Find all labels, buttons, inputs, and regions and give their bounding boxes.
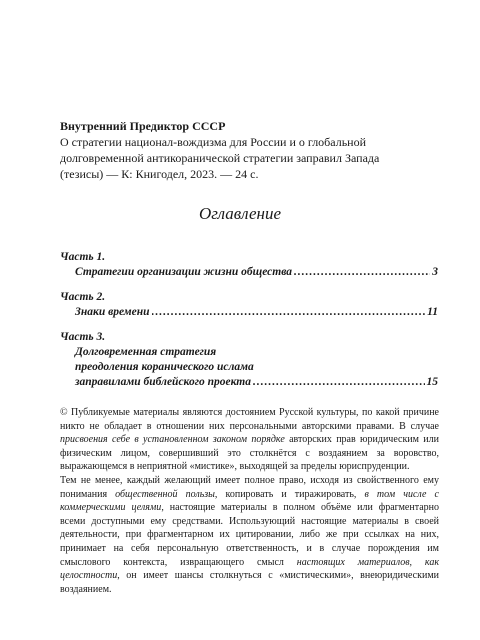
leader-dots — [294, 265, 430, 280]
toc-page-number: 15 — [426, 376, 438, 388]
part-3-label: Часть 3. — [60, 331, 106, 343]
text-run: , он имеет шансы столкнуться с «мистическими», внеюридическими воздаянием. — [60, 570, 439, 595]
toc-entry-title-line-1[interactable]: Долговременная стратегия — [75, 346, 217, 358]
book-title-line-2: долговременной антикоранической стратегии заправил Запада — [60, 151, 380, 165]
book-imprint-line: (тезисы) — К: Книгодел, 2023. — 24 с. — [60, 167, 259, 181]
author-name: Внутренний Предиктор СССР — [60, 119, 226, 133]
emphasis-run: присвоения себе в установленном законом порядке — [60, 434, 285, 446]
text-run: авторских прав юридическим или физическим лицом, совершивший это столкнётся с воздаянием за воровство, выражающемся в неприятной «мистике», выходящей за пределы юриспруденции. — [60, 434, 439, 473]
text-run: © Публикуемые материалы являются достоянием Русской культуры, по какой причине никто не обладает в отношении них персональными авторскими правами. В случае — [60, 407, 439, 432]
book-title-line-1: О стратегии национал-вождизма для России и о глобальной — [60, 135, 367, 149]
text-run: Тем не менее, каждый желающий имеет полное право, исходя из свойственного ему понимания — [60, 474, 439, 500]
leader-dots — [253, 375, 425, 390]
table-of-contents — [60, 250, 438, 390]
copyright-paragraph-1 — [60, 406, 439, 474]
copyright-notice — [60, 406, 439, 596]
toc-title: Оглавление — [198, 204, 282, 223]
toc-entry-part-2[interactable] — [60, 305, 438, 320]
toc-entry-part-1[interactable] — [60, 265, 438, 280]
toc-page-number: 11 — [427, 306, 438, 318]
toc-page-number: 3 — [432, 266, 438, 278]
bibliographic-record — [60, 118, 432, 182]
part-2-label: Часть 2. — [60, 291, 106, 303]
toc-entry-title: заправилами библейского проекта — [75, 376, 251, 388]
toc-entry-title-line-2[interactable]: преодоления коранического ислама — [75, 361, 254, 373]
leader-dots — [152, 305, 426, 320]
toc-entry-title: Стратегии организации жизни общества — [75, 266, 293, 278]
text-run: , настоящие материалы в полном объёме или фрагментарно всеми доступными ему средствами. Использующий настоящие материалы в своей деятельности, при фрагментарном их цитировании, либо же при ссылках на них, принимает на себя персональную ответственность, и в случае порождения им смыслового контекста, извращающего смысл — [60, 502, 440, 568]
emphasis-run: общественной пользы — [115, 488, 215, 500]
toc-entry-title: Знаки времени — [75, 306, 150, 318]
emphasis-run: настоящих материалов, как целостности — [60, 556, 439, 582]
emphasis-run: в том числе с коммерческими целями — [60, 488, 439, 514]
text-run: , копировать и тиражировать, — [214, 488, 365, 500]
toc-entry-part-3[interactable] — [60, 375, 438, 390]
copyright-paragraph-2 — [60, 474, 439, 596]
part-1-label: Часть 1. — [60, 251, 106, 263]
